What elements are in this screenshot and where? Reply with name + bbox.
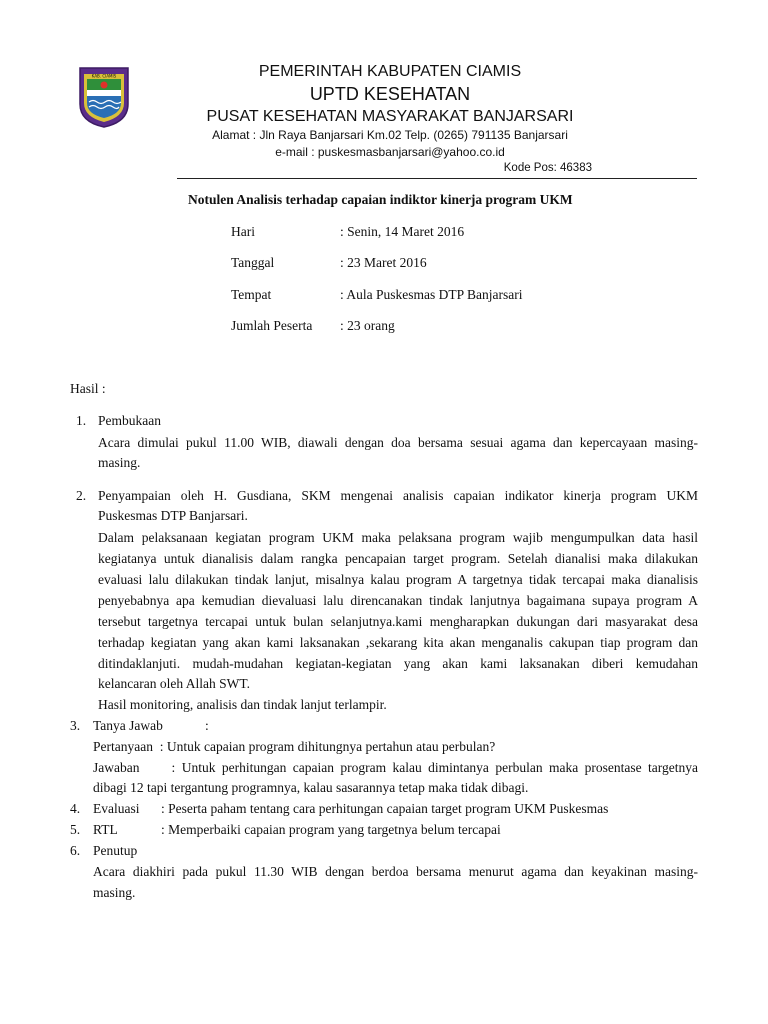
item-5-text: : Memperbaiki capaian program yang targetnya belum tercapai [161,822,501,837]
item-3-answer-cont: dibagi 12 tapi tergantung programnya, kalau sasarannya tetap maka tidak dibagi. [93,780,529,795]
info-value-tanggal: : 23 Maret 2016 [340,255,427,270]
item-2-line: Dalam pelaksanaan kegiatan program UKM maka pelaksana program wajib mengumpulkan data hasil [98,530,698,545]
item-2-line: Penyampaian oleh H. Gusdiana, SKM mengenai analisis capaian indikator kinerja program UKM [98,488,698,503]
item-3-question: Pertanyaan : Untuk capaian program dihitungnya pertahun atau perbulan? [93,739,496,754]
info-value-tempat: : Aula Puskesmas DTP Banjarsari [340,287,523,302]
item-3-number: 3. [70,718,81,733]
item-1-line: Acara dimulai pukul 11.00 WIB, diawali dengan doa bersama sesuai agama dan kepercayaan masing- [98,435,698,450]
item-2-line: ditindaklanjuti. mudah-mudahan kegiatan-kegiatan yang akan kami laksanakan diberi kemudahan [98,656,698,671]
item-2-line: Puskesmas DTP Banjarsari. [98,508,248,523]
item-2-number: 2. [76,488,87,503]
item-5-number: 5. [70,822,81,837]
item-2-line: kelancaran oleh Allah SWT. [98,676,250,691]
letterhead-puskesmas: PUSAT KESEHATAN MASYARAKAT BANJARSARI [206,108,574,125]
district-logo [78,66,130,128]
document-title: Notulen Analisis terhadap capaian indiktor kinerja program UKM [188,192,573,207]
item-6-number: 6. [70,843,81,858]
info-value-peserta: : 23 orang [340,318,395,333]
letterhead-address: Alamat : Jln Raya Banjarsari Km.02 Telp. (0265) 791135 Banjarsari [212,128,568,142]
item-4-label: Evaluasi [93,801,140,816]
info-label-peserta: Jumlah Peserta [231,318,313,333]
info-label-tanggal: Tanggal [231,255,275,270]
item-2-line: penyebabnya apa kemudian dievaluasi lalu direncanakan tindak lanjutnya bagaimana supaya program A [98,593,698,608]
letterhead-uptd: UPTD KESEHATAN [309,84,471,104]
item-2-line: tersebut targetnya tercapai untuk bulan selanjutnya.kami mengharapkan dukungan dari masyarakat desa [98,614,698,629]
logo-text: KAB. CIAMIS [91,73,117,79]
letterhead-divider [177,178,697,179]
item-6-line: masing. [93,885,136,900]
item-1-title: Pembukaan [98,413,161,428]
info-label-tempat: Tempat [231,287,272,302]
item-1-number: 1. [76,413,87,428]
item-5-label: RTL [93,822,118,837]
item-2-line: kegiatanya untuk dianalisis dalam rangka pencapaian target program. Setelah dianalisi maka dilakukan [98,551,698,566]
item-3-answer: Jawaban : Untuk perhitungan capaian program kalau dimintanya perbulan maka prosentase targetnya [93,760,698,775]
item-4-text: : Peserta paham tentang cara perhitungan capaian target program UKM Puskesmas [161,801,609,816]
item-4-number: 4. [70,801,81,816]
item-6-line: Acara diakhiri pada pukul 11.30 WIB dengan berdoa bersama menurut agama dan keyakinan masing- [93,864,698,879]
letterhead-email: e-mail : puskesmasbanjarsari@yahoo.co.id [275,145,505,159]
item-1-line: masing. [98,455,141,470]
hasil-label: Hasil : [70,381,106,396]
item-2-line: evaluasi lalu dilakukan tindak lanjut, misalnya kalau program A targetnya tidak tercapai maka dianalisis [98,572,698,587]
letterhead-postal-code: Kode Pos: 46383 [503,162,592,174]
letterhead-government: PEMERINTAH KABUPATEN CIAMIS [258,63,522,80]
info-value-hari: : Senin, 14 Maret 2016 [340,224,465,239]
item-2-line: Hasil monitoring, analisis dan tindak lanjut terlampir. [98,697,387,712]
item-3-title: Tanya Jawab [93,718,163,733]
item-2-line: terhadap kegiatan yang akan kami laksanakan ,sekarang kita akan menganalis cakupan tiap program dan [98,635,698,650]
item-3-colon: : [205,718,209,733]
item-6-title: Penutup [93,843,138,858]
info-label-hari: Hari [231,224,255,239]
